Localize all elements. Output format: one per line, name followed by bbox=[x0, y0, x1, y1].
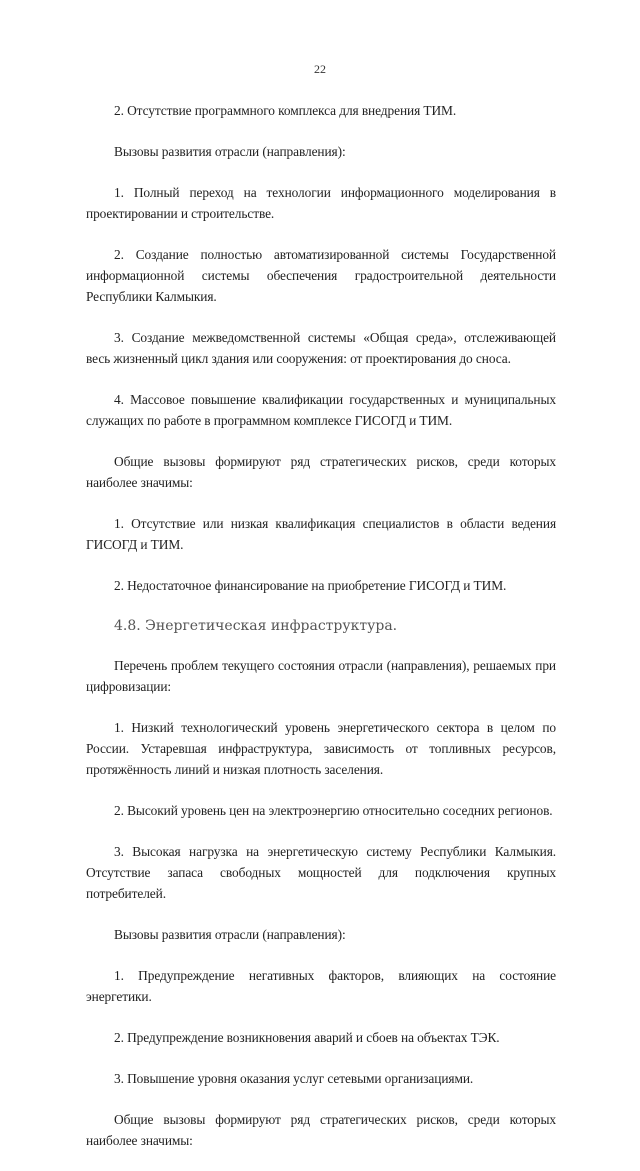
paragraph: 3. Высокая нагрузка на энергетическую систему Республики Калмыкия. Отсутствие запаса свободных мощностей для подключения крупных потребителей. bbox=[86, 844, 556, 901]
paragraph: Общие вызовы формируют ряд стратегических рисков, среди которых наиболее значимы: bbox=[86, 454, 556, 490]
paragraph: 2. Предупреждение возникновения аварий и сбоев на объектах ТЭК. bbox=[114, 1030, 500, 1045]
paragraph: 2. Недостаточное финансирование на приобретение ГИСОГД и ТИМ. bbox=[114, 578, 507, 593]
paragraph: 4. Массовое повышение квалификации государственных и муниципальных служащих по работе в программном комплексе ГИСОГД и ТИМ. bbox=[86, 392, 556, 428]
paragraph: Общие вызовы формируют ряд стратегических рисков, среди которых наиболее значимы: bbox=[86, 1112, 556, 1148]
paragraph: 2. Отсутствие программного комплекса для внедрения ТИМ. bbox=[114, 103, 457, 118]
section-heading: 4.8. Энергетическая инфраструктура. bbox=[114, 618, 398, 634]
paragraph: 1. Отсутствие или низкая квалификация специалистов в области ведения ГИСОГД и ТИМ. bbox=[86, 516, 556, 552]
paragraph: Перечень проблем текущего состояния отрасли (направления), решаемых при цифровизации: bbox=[86, 658, 556, 694]
paragraph: 3. Создание межведомственной системы «Общая среда», отслеживающей весь жизненный цикл здания или сооружения: от проектирования до сноса. bbox=[86, 330, 556, 366]
document-body bbox=[86, 100, 556, 1171]
paragraph: Вызовы развития отрасли (направления): bbox=[114, 927, 346, 942]
paragraph: Вызовы развития отрасли (направления): bbox=[114, 144, 346, 159]
paragraph: 3. Повышение уровня оказания услуг сетевыми организациями. bbox=[114, 1071, 474, 1086]
paragraph: 2. Высокий уровень цен на электроэнергию относительно соседних регионов. bbox=[114, 803, 553, 818]
paragraph: 1. Предупреждение негативных факторов, влияющих на состояние энергетики. bbox=[86, 968, 556, 1004]
paragraph: 1. Низкий технологический уровень энергетического сектора в целом по России. Устаревшая инфраструктура, зависимость от топливных ресурсов, протяжённость линий и низкая плотность заселения. bbox=[86, 720, 556, 777]
paragraph: 1. Полный переход на технологии информационного моделирования в проектировании и строительстве. bbox=[86, 185, 556, 221]
page-number: 22 bbox=[314, 62, 326, 76]
paragraph: 2. Создание полностью автоматизированной системы Государственной информационной системы обеспечения градостроительной деятельности Республики Калмыкия. bbox=[86, 247, 556, 304]
